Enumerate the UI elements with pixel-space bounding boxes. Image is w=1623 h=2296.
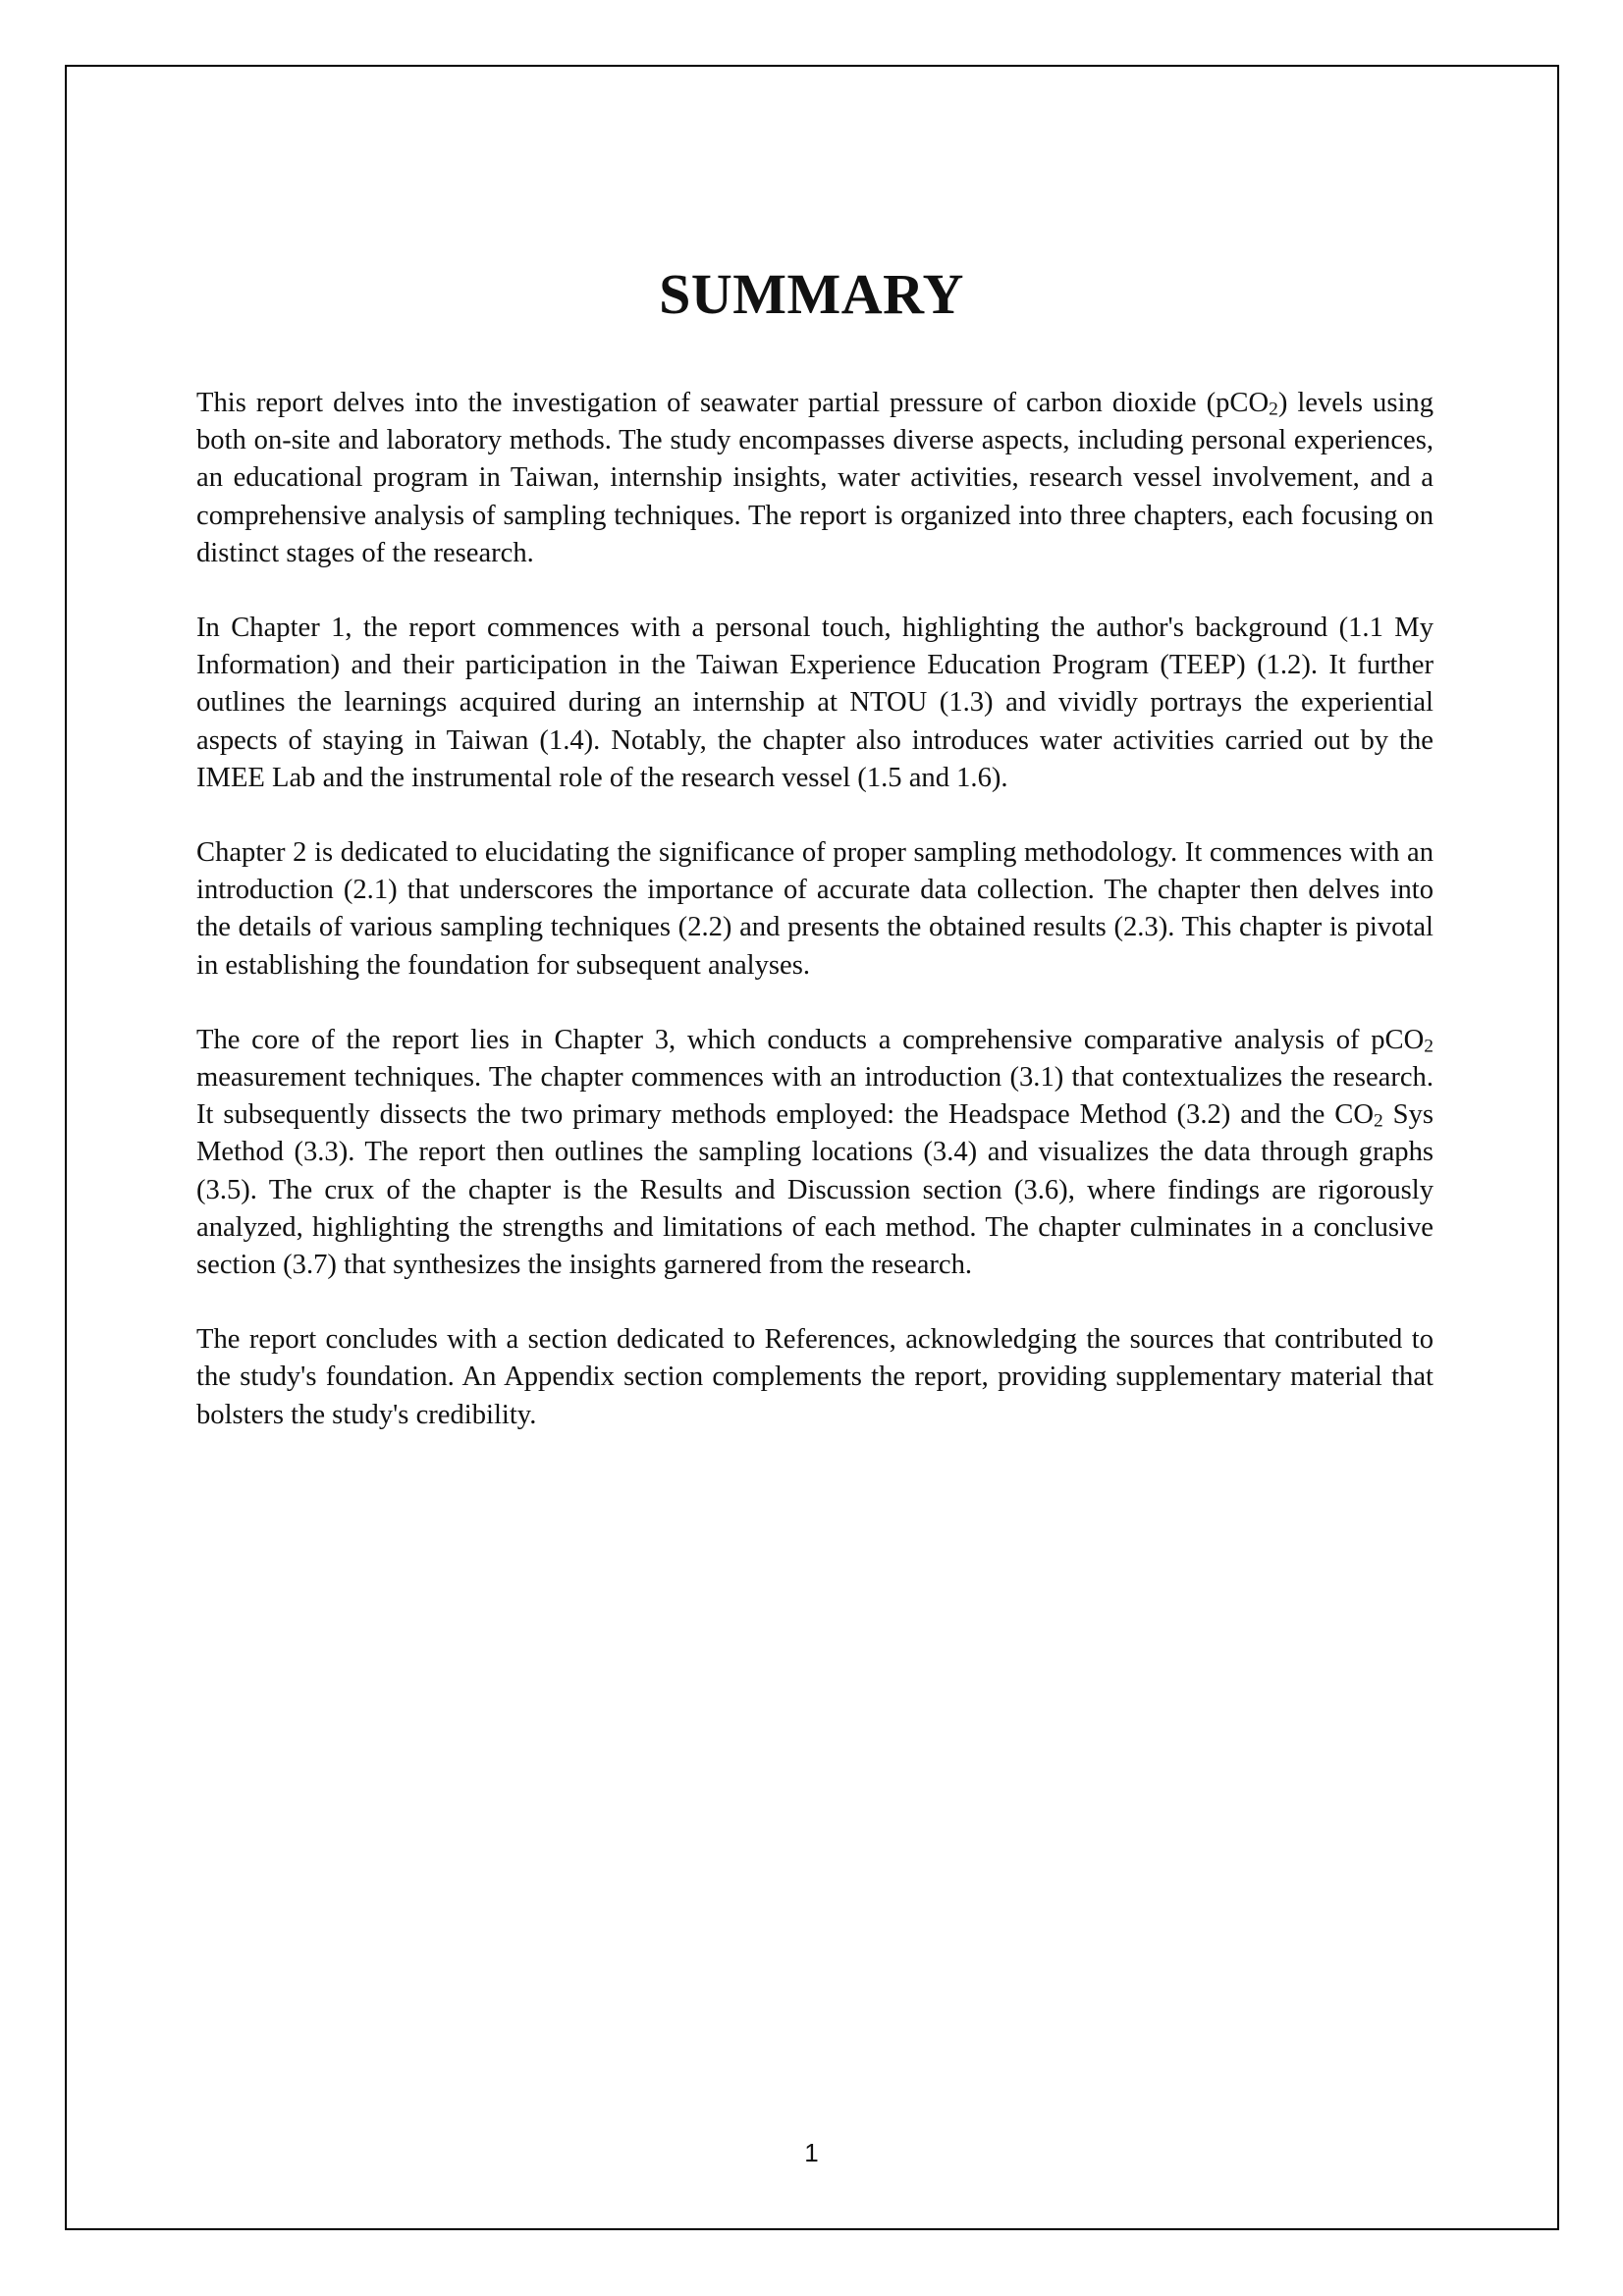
text-run: measurement techniques. The chapter commences with an introduction (3.1) that contextualizes the research. It subsequently dissects the two primary methods employed: the Headspace Method (3.2) and the CO [196,1062,1434,1131]
page-title: SUMMARY [659,262,964,326]
text-run: The core of the report lies in Chapter 3, which conducts a comprehensive comparative analysis of pCO [196,1024,1425,1055]
summary-paragraph [196,385,1434,572]
text-run: Chapter 2 is dedicated to elucidating the significance of proper sampling methodology. It commences with an introduction (2.1) that underscores the importance of accurate data collection. The chapter then delves into the details of various sampling techniques (2.2) and presents the obtained results (2.3). This chapter is pivotal in establishing the foundation for subsequent analyses. [196,837,1434,981]
subscript-run: 2 [1424,1036,1434,1057]
summary-paragraph [196,610,1434,797]
summary-paragraph [196,834,1434,985]
text-run: This report delves into the investigation of seawater partial pressure of carbon dioxide (pCO [196,388,1270,418]
text-run: The report concludes with a section dedicated to References, acknowledging the sources that contributed to the study's foundation. An Appendix section complements the report, providing supplementary material that bolsters the study's credibility. [196,1324,1434,1430]
page-number: 1 [804,2138,819,2167]
summary-paragraph [196,1321,1434,1434]
text-run: ) levels using both on-site and laboratory methods. The study encompasses diverse aspects, including personal experiences, an educational program in Taiwan, internship insights, water activities, research vessel involvement, and a comprehensive analysis of sampling techniques. The report is organized into three chapters, each focusing on distinct stages of the research. [196,388,1434,568]
subscript-run: 2 [1269,399,1278,420]
text-run: In Chapter 1, the report commences with a personal touch, highlighting the author's background (1.1 My Information) and their participation in the Taiwan Experience Education Program (TEEP) (1.2). It further outlines the learnings acquired during an internship at NTOU (1.3) and vividly portrays the experiential aspects of staying in Taiwan (1.4). Notably, the chapter also introduces water activities carried out by the IMEE Lab and the instrumental role of the research vessel (1.5 and 1.6). [196,613,1434,793]
summary-body [196,385,1434,1434]
text-run: Sys Method (3.3). The report then outlines the sampling locations (3.4) and visualizes the data through graphs (3.5). The crux of the chapter is the Results and Discussion section (3.6), where findings are rigorously analyzed, highlighting the strengths and limitations of each method. The chapter culminates in a conclusive section (3.7) that synthesizes the insights garnered from the research. [196,1099,1434,1281]
subscript-run: 2 [1374,1110,1383,1132]
summary-paragraph [196,1022,1434,1284]
